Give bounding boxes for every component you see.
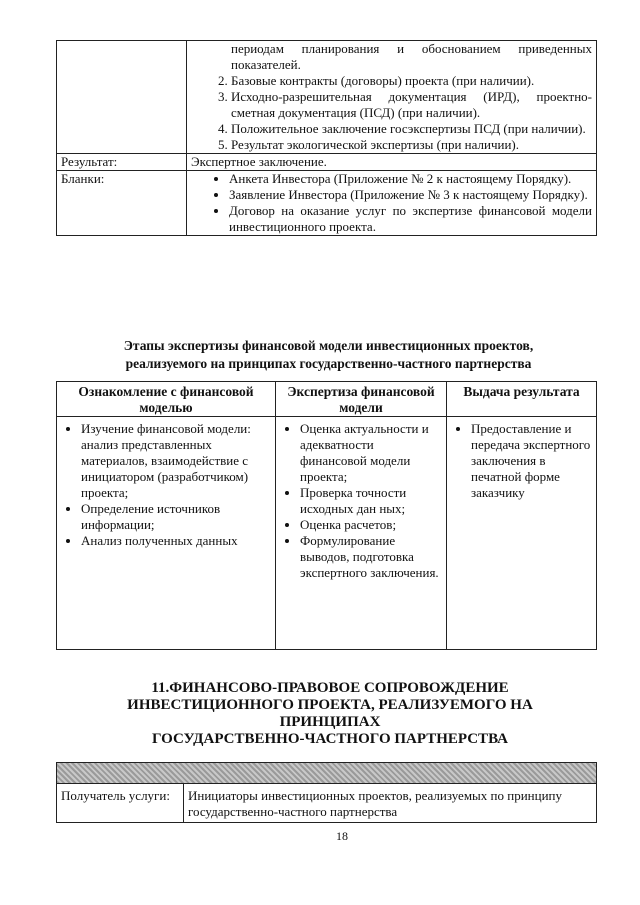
familiarization-cell — [57, 417, 276, 650]
result-row — [57, 154, 597, 171]
list-item: • Оценка расчетов; — [300, 517, 442, 533]
list-item: • Изучение финансовой модели: анализ представленных материалов, взаимодействие с инициатором (разработчиком) проекта; — [81, 421, 271, 501]
document-item: 4. Положительное заключение госэкспертизы ПСД (при наличии). — [231, 121, 592, 137]
document-item: 5. Результат экологической экспертизы (при наличии). — [231, 137, 592, 153]
list-item: • Оценка актуальности и адекватности финансовой модели проекта; — [300, 421, 442, 485]
stages-table — [56, 381, 597, 650]
document-item: 3. Исходно-разрешительная документация (ИРД), проектно-сметная документация (ПСД) (при наличии). — [231, 89, 592, 121]
section-heading-line: ИНВЕСТИЦИОННОГО ПРОЕКТА, РЕАЛИЗУЕМОГО НА — [127, 697, 533, 713]
stages-header-row — [57, 382, 597, 417]
recipient-label: Получатель услуги: — [57, 784, 184, 823]
forms-list — [191, 171, 592, 235]
header-expertise: Экспертиза финансовой модели — [276, 382, 447, 417]
list-item: • Формулирование выводов, подготовка экспертного заключения. — [300, 533, 442, 581]
document-item: 2. Базовые контракты (договоры) проекта (при наличии). — [231, 73, 592, 89]
result-value: Экспертное заключение. — [187, 154, 597, 171]
list-item: • Определение источников информации; — [81, 501, 271, 533]
page-number: 18 — [336, 829, 348, 843]
section-heading-line: 11.ФИНАНСОВО-ПРАВОВОЕ СОПРОВОЖДЕНИЕ — [151, 680, 509, 696]
requirements-table — [56, 40, 597, 236]
stages-body-row — [57, 417, 597, 650]
list-item: • Предоставление и передача экспертного заключения в печатной форме заказчику — [471, 421, 592, 501]
familiarization-list — [57, 421, 271, 549]
shaded-header-bar — [56, 762, 597, 784]
result-list — [447, 421, 592, 501]
header-familiarization: Ознакомление с финансовой моделью — [57, 382, 276, 417]
forms-row — [57, 171, 597, 236]
documents-value-cell — [187, 41, 597, 154]
stages-heading-line: Этапы экспертизы финансовой модели инвестиционных проектов, — [123, 338, 534, 353]
header-result: Выдача результата — [447, 382, 597, 417]
list-item: • Анализ полученных данных — [81, 533, 271, 549]
result-label: Результат: — [57, 154, 187, 171]
form-item: • Анкета Инвестора (Приложение № 2 к настоящему Порядку). — [229, 171, 592, 187]
section-heading-line: ПРИНЦИПАХ — [279, 714, 381, 730]
forms-label: Бланки: — [57, 171, 187, 236]
result-cell — [447, 417, 597, 650]
stages-heading — [56, 337, 601, 373]
list-item: • Проверка точности исходных дан ных; — [300, 485, 442, 517]
service-table — [56, 783, 597, 823]
documents-label-cell — [57, 41, 187, 154]
expertise-cell — [276, 417, 447, 650]
stages-heading-line: реализуемого на принципах государственно-частного партнерства — [125, 356, 532, 371]
recipient-row — [57, 784, 597, 823]
documents-row — [57, 41, 597, 154]
section-heading-line: ГОСУДАРСТВЕННО-ЧАСТНОГО ПАРТНЕРСТВА — [152, 731, 508, 747]
continued-text: периодам планирования и обоснованием приведенных показателей. — [231, 41, 592, 72]
expertise-list — [276, 421, 442, 581]
form-item: • Заявление Инвестора (Приложение № 3 к настоящему Порядку). — [229, 187, 592, 203]
section-heading — [120, 680, 540, 748]
forms-value-cell — [187, 171, 597, 236]
form-item: • Договор на оказание услуг по экспертизе финансовой модели инвестиционного проекта. — [229, 203, 592, 235]
documents-list — [191, 73, 592, 153]
recipient-value: Инициаторы инвестиционных проектов, реализуемых по принципу государственно-частного партнерства — [184, 784, 597, 823]
